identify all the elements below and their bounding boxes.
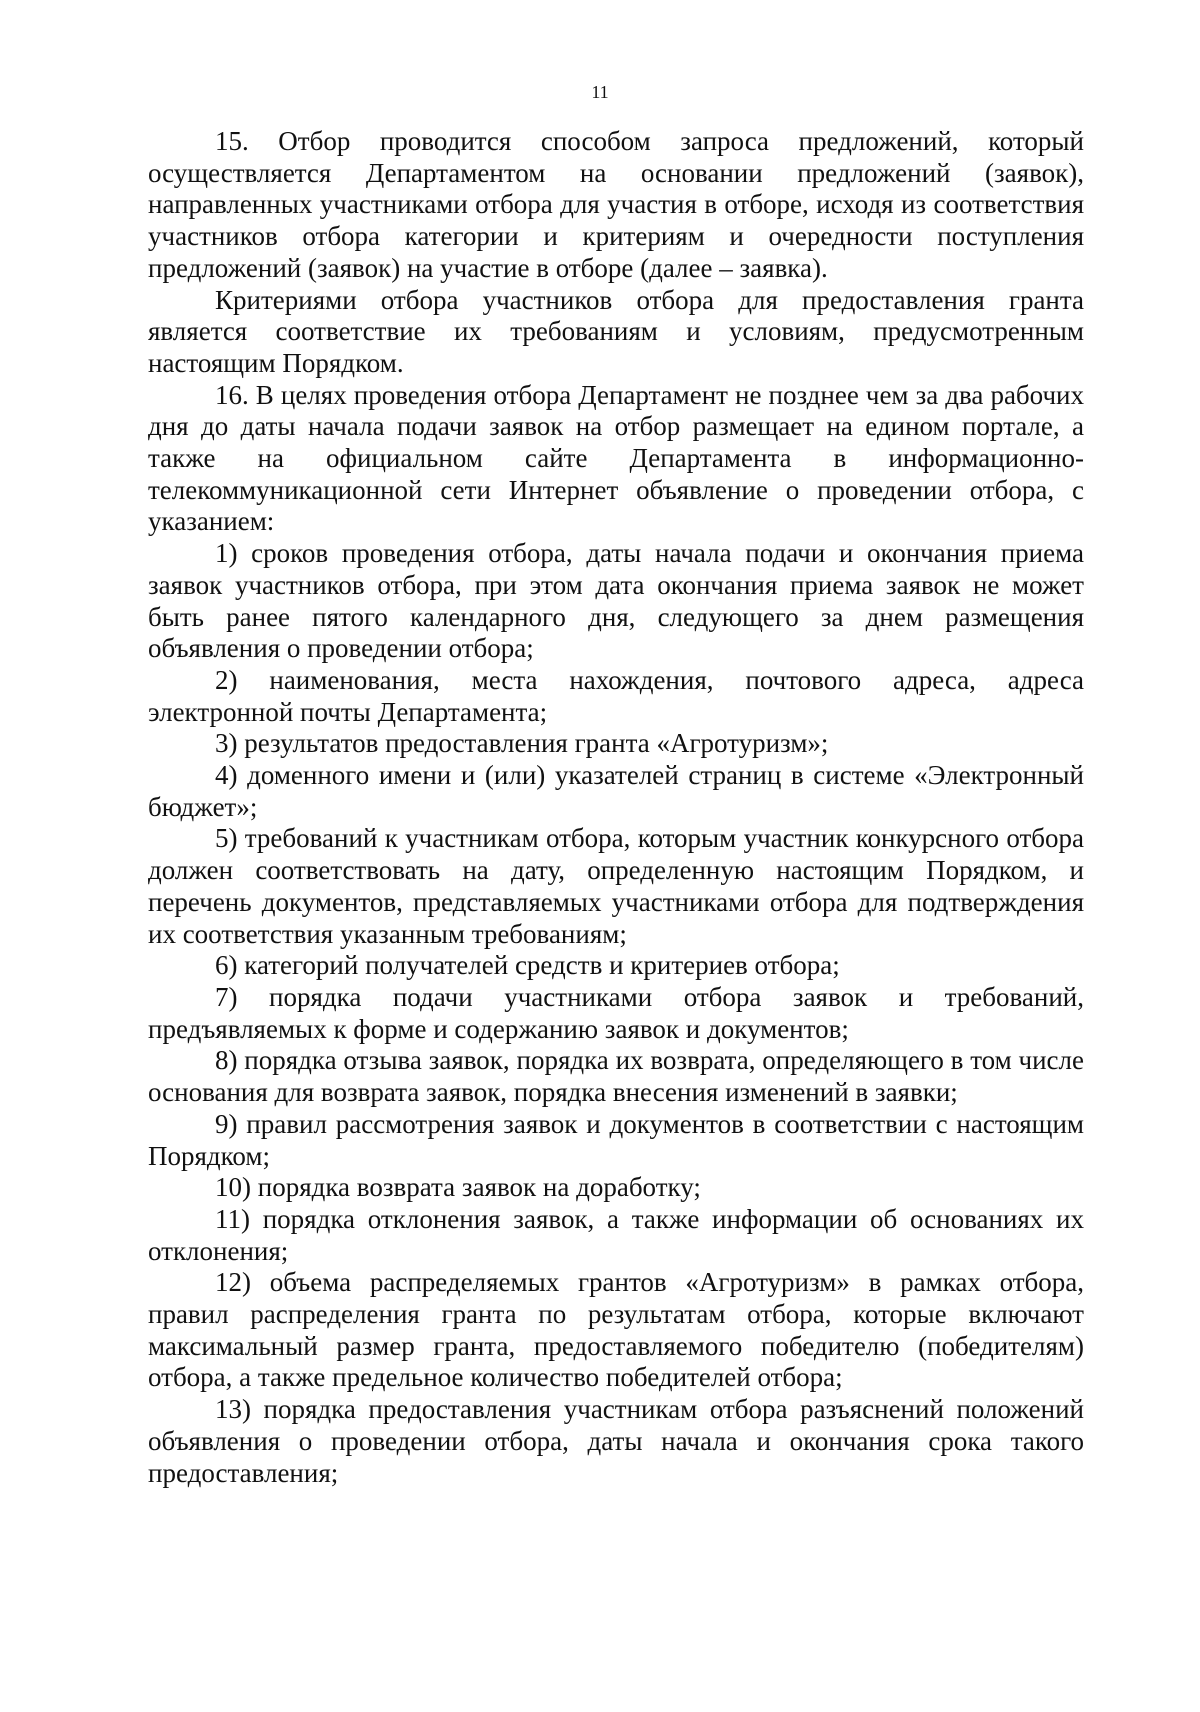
list-item-2: 2) наименования, места нахождения, почтового адреса, адреса электронной почты Департамента;: [148, 664, 1084, 727]
paragraph-criteria: Критериями отбора участников отбора для предоставления гранта является соответствие их требованиям и условиям, предусмотренным настоящим Порядком.: [148, 284, 1084, 378]
list-item-3: 3) результатов предоставления гранта «Агротуризм»;: [215, 728, 829, 759]
list-item-13: 13) порядка предоставления участникам отбора разъяснений положений объявления о проведении отбора, даты начала и окончания срока такого предоставления;: [148, 1394, 1084, 1488]
document-body: [148, 126, 1084, 1489]
paragraph-15: 15. Отбор проводится способом запроса предложений, который осуществляется Департаментом на основании предложений (заявок), направленных участниками отбора для участия в отборе, исходя из соответствия участников отбора категории и критериям и очередности поступления предложений (заявок) на участие в отборе (далее – заявка).: [148, 126, 1084, 283]
list-item-11: 11) порядка отклонения заявок, а также информации об основаниях их отклонения;: [148, 1203, 1084, 1266]
list-item-12: 12) объема распределяемых грантов «Агротуризм» в рамках отбора, правил распределения гранта по результатам отбора, которые включают максимальный размер гранта, предоставляемого победителю (победителям) отбора, а также предельное количество победителей отбора;: [148, 1267, 1084, 1393]
list-item-8: 8) порядка отзыва заявок, порядка их возврата, определяющего в том числе основания для возврата заявок, порядка внесения изменений в заявки;: [148, 1045, 1084, 1108]
list-item-9: 9) правил рассмотрения заявок и документов в соответствии с настоящим Порядком;: [148, 1108, 1084, 1171]
list-item-5: 5) требований к участникам отбора, которым участник конкурсного отбора должен соответствовать на дату, определенную настоящим Порядком, и перечень документов, представляемых участниками отбора для подтверждения их соответствия указанным требованиям;: [148, 823, 1084, 949]
list-item-7: 7) порядка подачи участниками отбора заявок и требований, предъявляемых к форме и содержанию заявок и документов;: [148, 981, 1084, 1044]
list-item-4: 4) доменного имени и (или) указателей страниц в системе «Электронный бюджет»;: [148, 760, 1084, 822]
list-item-1: 1) сроков проведения отбора, даты начала подачи и окончания приема заявок участников отбора, при этом дата окончания приема заявок не может быть ранее пятого календарного дня, следующего за днем размещения объявления о проведении отбора;: [148, 538, 1084, 664]
page-number: 11: [591, 82, 609, 102]
list-item-10: 10) порядка возврата заявок на доработку;: [215, 1172, 701, 1203]
list-item-6: 6) категорий получателей средств и критериев отбора;: [215, 950, 840, 981]
paragraph-16: 16. В целях проведения отбора Департамент не позднее чем за два рабочих дня до даты начала подачи заявок на отбор размещает на едином портале, а также на официальном сайте Департамента в информационно-телекоммуникационной сети Интернет объявление о проведении отбора, с указанием:: [148, 379, 1084, 537]
